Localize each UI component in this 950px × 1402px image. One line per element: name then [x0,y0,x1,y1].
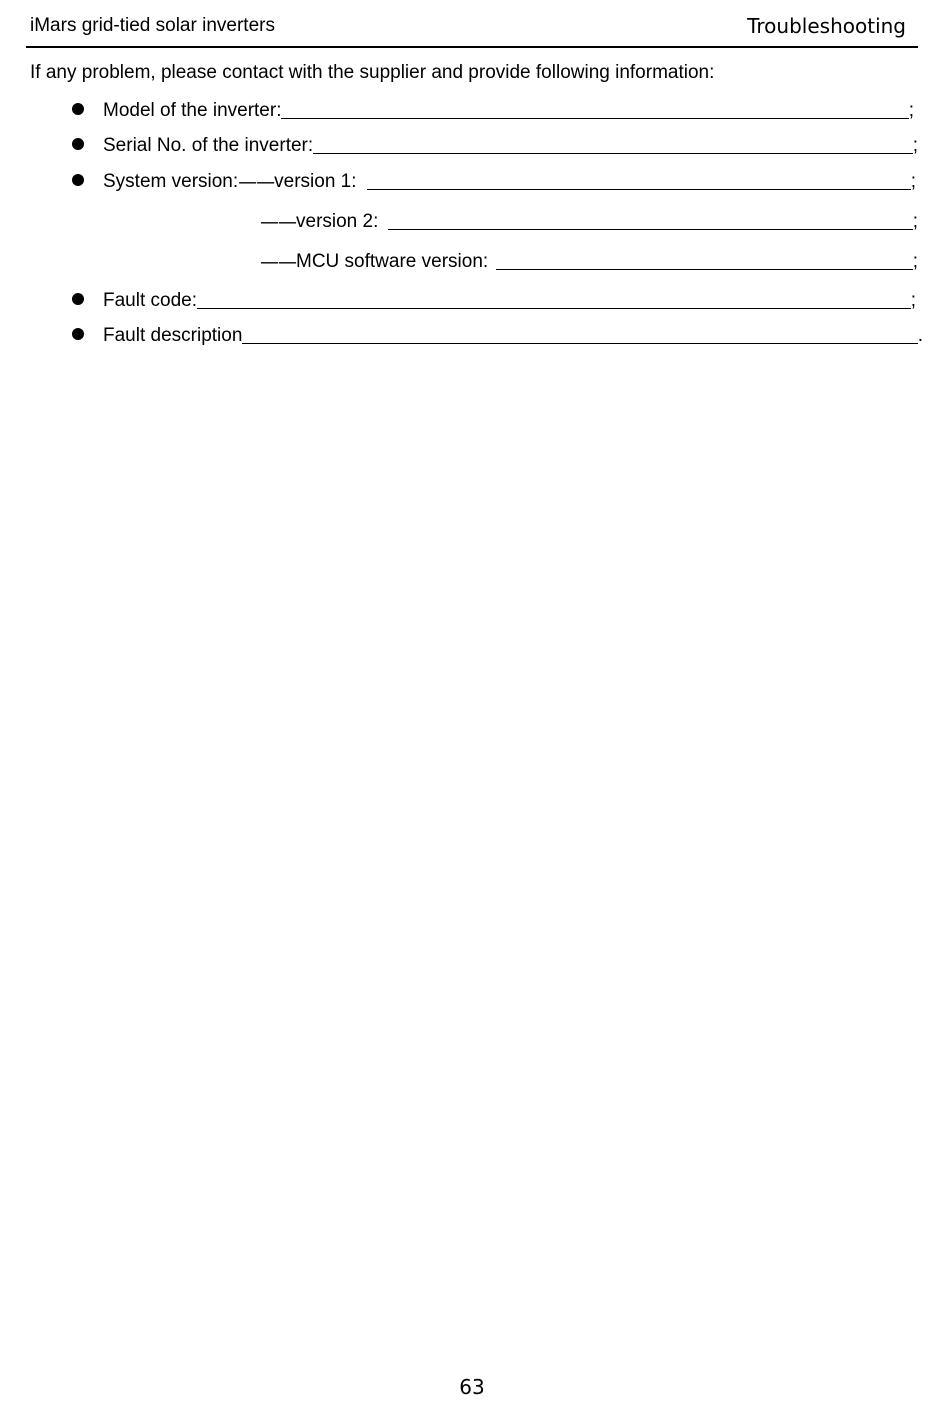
field-version2-label: version 2: [296,211,379,232]
field-version1-blank [367,169,911,190]
field-fault-code-blank [197,288,911,309]
field-model-blank [281,98,908,119]
field-mcu-version [260,247,918,273]
field-fault-code-label: Fault code: [103,290,197,311]
field-version1-end: ; [910,171,916,192]
field-version2-blank [388,209,912,230]
field-system-version [103,167,916,193]
field-serial-label: Serial No. of the inverter: [103,135,314,156]
header-divider [26,46,918,48]
field-system-version-label: System version: [103,171,239,192]
bullet-icon [72,328,84,340]
dash-separator: —— [238,171,275,193]
field-fault-description-label: Fault description [103,325,243,346]
bullet-icon [72,138,84,150]
field-model-end: ; [908,100,914,121]
field-fault-description-end: . [917,325,923,346]
field-version2 [260,207,918,233]
header-section-title: Troubleshooting [747,14,906,38]
page-number: 63 [459,1375,485,1399]
field-model [103,96,914,122]
field-fault-description [103,321,923,347]
field-model-label: Model of the inverter: [103,100,282,121]
bullet-icon [72,103,84,115]
field-fault-description-blank [242,323,917,344]
field-mcu-label: MCU software version: [296,251,489,272]
intro-text: If any problem, please contact with the supplier and provide following information: [30,62,715,83]
field-fault-code-end: ; [910,290,916,311]
field-serial-end: ; [912,135,918,156]
field-serial [103,131,918,157]
dash-separator: —— [260,251,296,273]
bullet-icon [72,174,84,186]
bullet-icon [72,293,84,305]
field-mcu-end: ; [912,251,918,272]
field-version2-end: ; [912,211,918,232]
dash-separator: —— [260,211,296,233]
header-product-name: iMars grid-tied solar inverters [30,15,275,36]
field-mcu-blank [496,249,913,270]
field-serial-blank [313,133,913,154]
field-fault-code [103,286,916,312]
field-version1-label: version 1: [274,171,357,192]
